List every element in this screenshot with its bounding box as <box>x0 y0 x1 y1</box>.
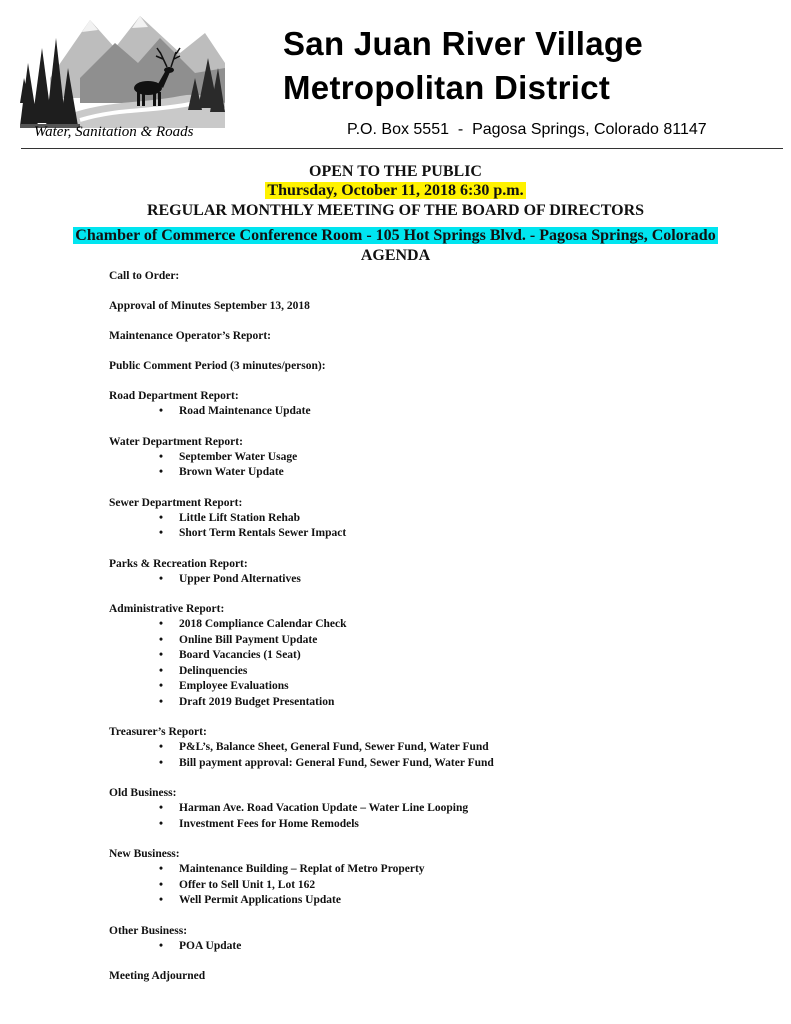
bullet-icon: • <box>159 649 164 661</box>
agenda-item-text: September Water Usage <box>179 450 298 463</box>
agenda-section <box>109 358 749 374</box>
public-notice-text: OPEN TO THE PUBLIC <box>309 163 482 180</box>
meeting-location-text: Chamber of Commerce Conference Room - 105 Hot Springs Blvd. - Pagosa Springs, Colorado <box>75 227 716 244</box>
agenda-section <box>109 785 749 832</box>
agenda-item <box>109 893 749 909</box>
meeting-date-text: Thursday, October 11, 2018 6:30 p.m. <box>267 182 524 199</box>
bullet-icon: • <box>159 741 164 753</box>
meeting-type <box>0 201 791 220</box>
district-address: P.O. Box 5551 - Pagosa Springs, Colorado 81147 <box>347 121 707 138</box>
agenda-section-title: Old Business: <box>109 787 177 799</box>
agenda-item <box>109 801 749 817</box>
agenda-item <box>109 511 749 527</box>
agenda-section-title: Public Comment Period (3 minutes/person): <box>109 360 326 372</box>
agenda-section-title: Maintenance Operator’s Report: <box>109 330 272 342</box>
bullet-icon: • <box>159 756 164 769</box>
district-name-line-1: San Juan River Village <box>283 25 643 62</box>
agenda-item-list <box>109 511 749 542</box>
agenda-item-text: Bill payment approval: General Fund, Sewer Fund, Water Fund <box>179 756 494 769</box>
bullet-icon: • <box>159 511 164 524</box>
agenda-section <box>109 556 749 588</box>
agenda-item <box>109 862 749 878</box>
agenda-item-text: Board Vacancies (1 Seat) <box>179 649 301 661</box>
agenda-section-title: Call to Order: <box>109 270 180 282</box>
agenda-item-text: Maintenance Building – Replat of Metro Property <box>179 863 425 875</box>
agenda-item <box>109 648 749 664</box>
agenda-item-text: Short Term Rentals Sewer Impact <box>179 527 347 539</box>
agenda-section-title: New Business: <box>109 848 180 860</box>
agenda-item-text: 2018 Compliance Calendar Check <box>179 618 347 630</box>
agenda-section <box>109 968 749 984</box>
agenda-heading-text: AGENDA <box>360 247 431 264</box>
bullet-icon: • <box>159 680 164 692</box>
agenda-item <box>109 939 749 955</box>
agenda-section-title: Meeting Adjourned <box>109 970 206 982</box>
agenda-item-list <box>109 404 749 420</box>
agenda-section <box>109 298 749 314</box>
agenda-item <box>109 664 749 680</box>
bullet-icon: • <box>159 450 164 463</box>
agenda-item-text: Little Lift Station Rehab <box>179 511 301 524</box>
bullet-icon: • <box>159 633 164 646</box>
agenda-item-list <box>109 862 749 909</box>
agenda-item-text: Upper Pond Alternatives <box>179 572 301 585</box>
agenda-section-title: Water Department Report: <box>109 435 243 448</box>
agenda-section-title: Administrative Report: <box>109 603 225 615</box>
bullet-icon: • <box>159 817 164 830</box>
bullet-icon: • <box>159 664 164 677</box>
agenda-item <box>109 633 749 649</box>
district-name <box>283 22 643 110</box>
agenda-item-text: Delinquencies <box>179 664 248 677</box>
agenda-item <box>109 878 749 894</box>
agenda-item <box>109 572 749 588</box>
agenda-item-text: Offer to Sell Unit 1, Lot 162 <box>179 878 316 891</box>
agenda-section <box>109 328 749 344</box>
agenda-item-list <box>109 801 749 832</box>
agenda-item <box>109 404 749 420</box>
bullet-icon: • <box>159 695 164 708</box>
bullet-icon: • <box>159 572 164 585</box>
header-divider <box>21 148 783 149</box>
agenda-item-list <box>109 740 749 771</box>
agenda-item-text: Online Bill Payment Update <box>179 633 318 646</box>
bullet-icon: • <box>159 466 164 478</box>
agenda-item-text: P&L’s, Balance Sheet, General Fund, Sewer Fund, Water Fund <box>179 741 489 753</box>
agenda-section <box>109 495 749 542</box>
agenda-section <box>109 601 749 710</box>
meeting-date <box>0 181 791 200</box>
agenda-list <box>109 268 749 984</box>
meeting-location <box>0 226 791 245</box>
agenda-item-text: POA Update <box>179 939 242 952</box>
agenda-item-list <box>109 450 749 481</box>
agenda-section <box>109 846 749 909</box>
agenda-item <box>109 695 749 711</box>
district-tagline: Water, Sanitation & Roads <box>34 124 194 140</box>
agenda-item <box>109 756 749 772</box>
bullet-icon: • <box>159 878 164 891</box>
bullet-icon: • <box>159 527 164 539</box>
agenda-section-title: Parks & Recreation Report: <box>109 557 248 570</box>
agenda-item <box>109 450 749 466</box>
agenda-item <box>109 679 749 695</box>
agenda-item-text: Road Maintenance Update <box>179 405 311 417</box>
bullet-icon: • <box>159 802 164 814</box>
agenda-item <box>109 817 749 833</box>
agenda-item-list <box>109 572 749 588</box>
agenda-item <box>109 526 749 542</box>
agenda-item-text: Harman Ave. Road Vacation Update – Water Line Looping <box>179 802 469 814</box>
agenda-item-list <box>109 939 749 955</box>
agenda-item <box>109 617 749 633</box>
bullet-icon: • <box>159 405 164 417</box>
meeting-type-text: REGULAR MONTHLY MEETING OF THE BOARD OF DIRECTORS <box>146 202 645 219</box>
agenda-section-title: Approval of Minutes September 13, 2018 <box>109 300 310 312</box>
agenda-section <box>109 268 749 284</box>
agenda-section-title: Sewer Department Report: <box>109 496 243 509</box>
bullet-icon: • <box>159 939 164 952</box>
agenda-section-title: Other Business: <box>109 924 188 937</box>
agenda-item <box>109 465 749 481</box>
agenda-heading <box>0 246 791 265</box>
agenda-item <box>109 740 749 756</box>
agenda-item-text: Well Permit Applications Update <box>179 894 341 906</box>
agenda-section <box>109 388 749 420</box>
agenda-item-text: Draft 2019 Budget Presentation <box>179 695 335 708</box>
bullet-icon: • <box>159 618 164 630</box>
agenda-item-list <box>109 617 749 710</box>
agenda-section <box>109 434 749 481</box>
agenda-section <box>109 724 749 771</box>
agenda-section-title: Treasurer’s Report: <box>109 726 207 738</box>
bullet-icon: • <box>159 863 164 875</box>
agenda-item-text: Investment Fees for Home Remodels <box>179 817 359 830</box>
district-name-line-2: Metropolitan District <box>283 69 611 106</box>
district-logo <box>20 8 225 128</box>
public-notice <box>0 162 791 181</box>
agenda-section <box>109 923 749 955</box>
bullet-icon: • <box>159 894 164 906</box>
agenda-item-text: Employee Evaluations <box>179 680 289 692</box>
agenda-item-text: Brown Water Update <box>179 466 284 478</box>
agenda-section-title: Road Department Report: <box>109 390 239 402</box>
mountain-elk-logo-icon <box>20 8 225 128</box>
